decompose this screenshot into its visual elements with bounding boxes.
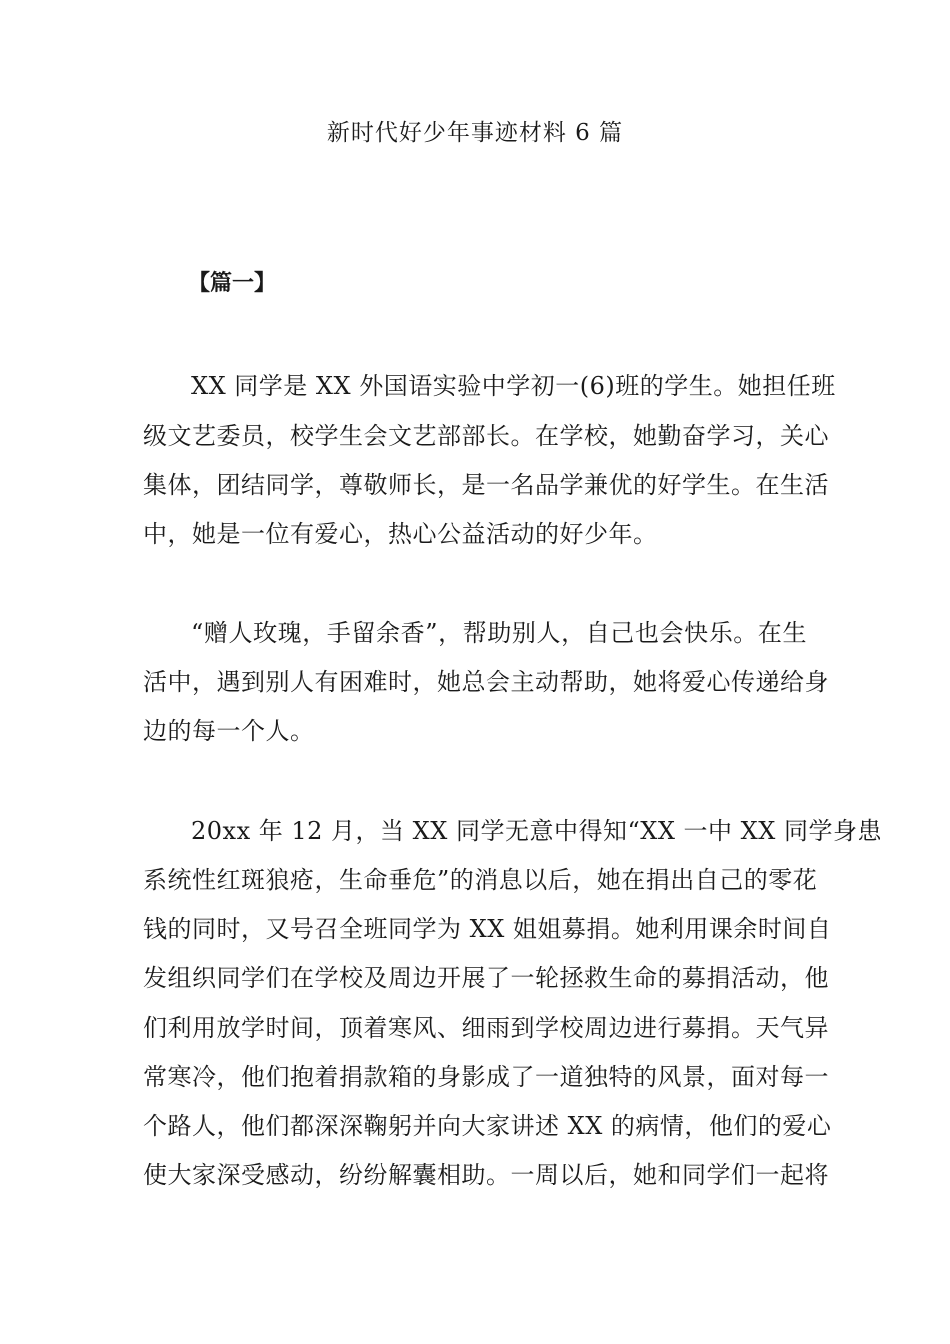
document-title: 新时代好少年事迹材料 6 篇 — [326, 120, 624, 146]
paragraph-line: 中，她是一位有爱心，热心公益活动的好少年。 — [143, 520, 658, 548]
paragraph-line: 钱的同时，又号召全班同学为 XX 姐姐募捐。她利用课余时间自 — [143, 915, 832, 943]
paragraph-line: 边的每一个人。 — [143, 717, 315, 745]
paragraph-line: 级文艺委员，校学生会文艺部部长。在学校，她勤奋学习，关心 — [143, 422, 829, 450]
paragraph-line: 个路人，他们都深深鞠躬并向大家讲述 XX 的病情，他们的爱心 — [143, 1112, 832, 1140]
paragraph-line: 常寒冷，他们抱着捐款箱的身影成了一道独特的风景，面对每一 — [143, 1063, 829, 1091]
paragraph-line: 活中，遇到别人有困难时，她总会主动帮助，她将爱心传递给身 — [143, 668, 829, 696]
paragraph-line: 发组织同学们在学校及周边开展了一轮拯救生命的募捐活动，他 — [143, 964, 829, 992]
paragraph-line: 20xx 年 12 月，当 XX 同学无意中得知“XX 一中 XX 同学身患 — [191, 817, 882, 845]
paragraph-line: “赠人玫瑰，手留余香”，帮助别人，自己也会快乐。在生 — [191, 619, 807, 647]
paragraph-line: 们利用放学时间，顶着寒风、细雨到学校周边进行募捐。天气异 — [143, 1014, 829, 1042]
paragraph-line: 集体，团结同学，尊敬师长，是一名品学兼优的好学生。在生活 — [143, 471, 829, 499]
paragraph-line: 系统性红斑狼疮，生命垂危”的消息以后，她在捐出自己的零花 — [143, 866, 818, 894]
paragraph-line: 使大家深受感动，纷纷解囊相助。一周以后，她和同学们一起将 — [143, 1161, 829, 1189]
section-heading: 【篇一】 — [188, 270, 277, 296]
paragraph-line: XX 同学是 XX 外国语实验中学初一(6)班的学生。她担任班 — [191, 372, 836, 400]
